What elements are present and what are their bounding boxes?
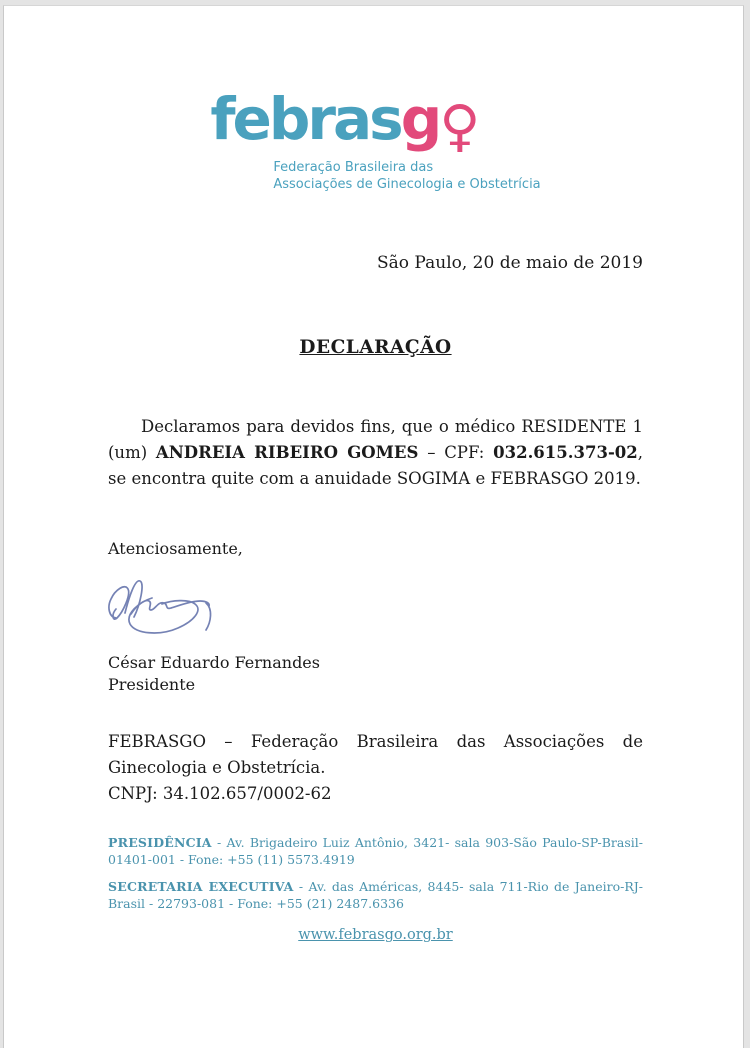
logo-wordmark: [210, 85, 540, 159]
resident-name: ANDREIA RIBEIRO GOMES: [155, 443, 419, 463]
letter-footer: [108, 834, 643, 912]
document-title: DECLARAÇÃO: [299, 337, 452, 359]
female-symbol-icon: ♀: [439, 94, 481, 159]
organization-line: FEBRASGO – Federação Brasileira das Associações de Ginecologia e Obstetrícia.: [108, 732, 643, 778]
body-part3: , se encontra quite com a anuidade SOGIMA e FEBRASGO 2019.: [108, 443, 643, 489]
closing-salutation: Atenciosamente,: [108, 539, 243, 559]
signer-role: Presidente: [108, 675, 196, 695]
logo-tagline-line1: Federação Brasileira das: [273, 160, 434, 175]
signer-name: César Eduardo Fernandes: [108, 653, 320, 673]
footer-presidencia: [108, 834, 643, 868]
date-line: São Paulo, 20 de maio de 2019: [377, 253, 643, 274]
footer-secretaria: [108, 878, 643, 912]
logo-text-g: g: [400, 85, 440, 153]
declaration-body: [108, 414, 643, 492]
document-page: [3, 5, 744, 1048]
website-link[interactable]: www.febrasgo.org.br: [298, 927, 453, 944]
logo-tagline: [210, 159, 540, 193]
presidencia-label: PRESIDÊNCIA: [108, 835, 212, 851]
body-part1: Declaramos para devidos fins, que o médico RESIDENTE 1 (um): [108, 417, 643, 463]
signature-image: [102, 572, 220, 636]
signer-block: [108, 652, 643, 696]
body-part2: – CPF:: [418, 443, 494, 463]
website-line: [108, 927, 643, 943]
logo-tagline-line2: Associações de Ginecologia e Obstetrícia: [273, 177, 541, 193]
letter-content: [4, 85, 743, 944]
secretaria-label: SECRETARIA EXECUTIVA: [108, 879, 294, 895]
secretaria-address: - Av. das Américas, 8445- sala 711-Rio de Janeiro-RJ-Brasil - 22793-081 - Fone: +55 (21) 2487.6336: [108, 879, 643, 912]
presidencia-address: - Av. Brigadeiro Luiz Antônio, 3421- sala 903-São Paulo-SP-Brasil- 01401-001 - Fone: +55 (11) 5573.4919: [108, 835, 643, 868]
febrasgo-logo: [210, 85, 541, 193]
logo-text-febras: febras: [210, 85, 401, 153]
cnpj-line: CNPJ: 34.102.657/0002-62: [108, 784, 332, 804]
cpf-number: 032.615.373-02: [493, 443, 638, 463]
